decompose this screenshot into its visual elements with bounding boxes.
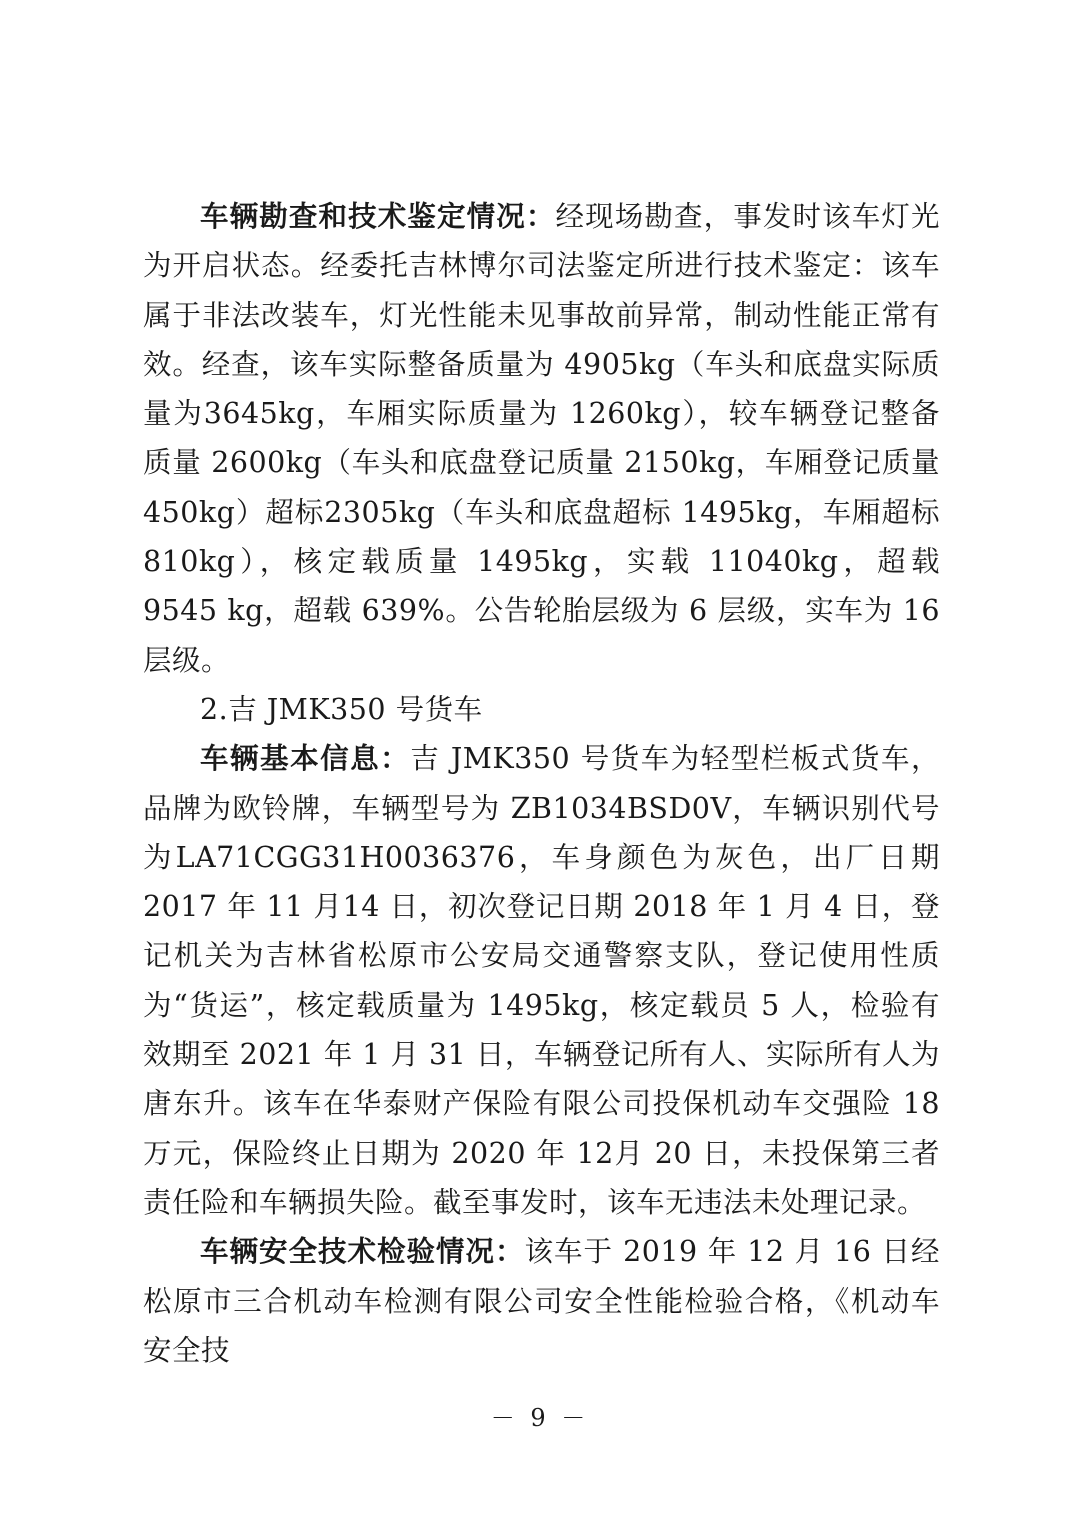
paragraph-heading: 车辆安全技术检验情况： [200, 1235, 525, 1269]
document-body [143, 192, 940, 1375]
section-title-text: 2.吉 JMK350 号货车 [200, 692, 483, 726]
section-title-vehicle-2 [143, 685, 940, 734]
paragraph-text: 该车于 2019 年 12 月 16 日经松原市三合机动车检测有限公司安全性能检验合格，《机动车安全技 [143, 1235, 940, 1367]
page-number: － 9 － [490, 1404, 590, 1432]
paragraph-heading: 车辆基本信息： [200, 742, 411, 776]
paragraph-text: 吉 JMK350 号货车为轻型栏板式货车，品牌为欧铃牌，车辆型号为 ZB1034BSD0V，车辆识别代号为LA71CGG31H0036376，车身颜色为灰色，出厂日期 2017 年 11 月14 日，初次登记日期 2018 年 1 月 4 日，登记机关为吉林省松原市公安局交通警察支队，登记使用性质为“货运”，核定载质量为 1495kg，核定载员 5 人，检验有效期至 2021 年 1 月 31 日，车辆登记所有人、实际所有人为唐东升。该车在华泰财产保险有限公司投保机动车交强险 18 万元，保险终止日期为 2020 年 12月 20 日，未投保第三者责任险和车辆损失险。截至事发时，该车无违法未处理记录。 [143, 742, 940, 1219]
paragraph-heading: 车辆勘查和技术鉴定情况： [200, 200, 556, 233]
paragraph-text: 经现场勘查，事发时该车灯光为开启状态。经委托吉林博尔司法鉴定所进行技术鉴定：该车属于非法改装车，灯光性能未见事故前异常，制动性能正常有效。经查，该车实际整备质量为 4905kg（车头和底盘实际质量为3645kg，车厢实际质量为 1260kg），较车辆登记整备质量 2600kg（车头和底盘登记质量 2150kg，车厢登记质量 450kg）超标2305kg（车头和底盘超标 1495kg，车厢超标 810kg），核定载质量 1495kg，实载 11040kg，超载 9545 kg，超载 639%。公告轮胎层级为 6 层级，实车为 16 层级。 [143, 200, 940, 677]
paragraph-vehicle-inspection [143, 192, 940, 685]
paragraph-vehicle-basic-info [143, 734, 940, 1227]
paragraph-safety-inspection [143, 1227, 940, 1375]
